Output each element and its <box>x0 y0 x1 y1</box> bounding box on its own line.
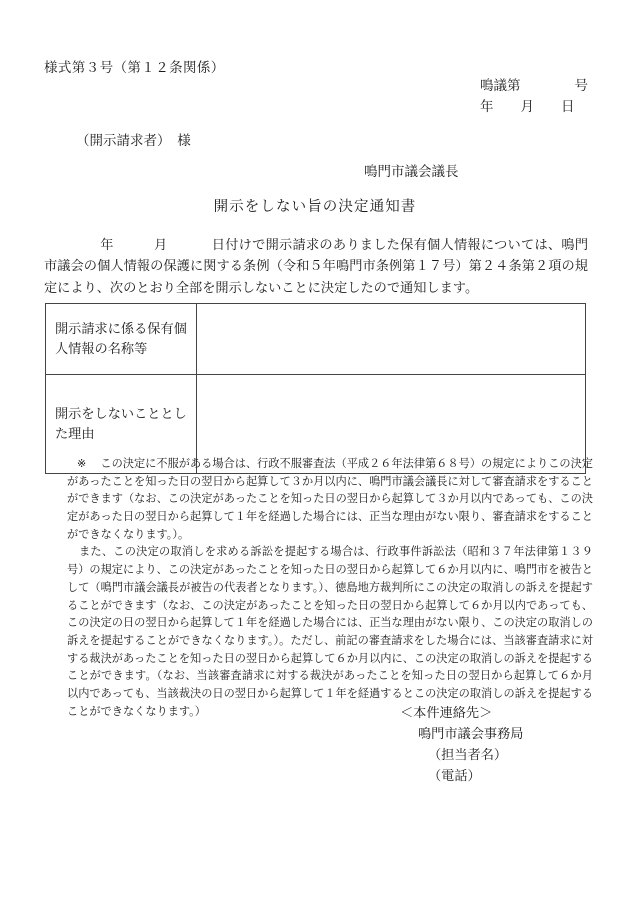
table-row-label: 開示をしないこととした理由 <box>46 375 197 474</box>
note-paragraph-1-text: この決定に不服がある場合は、行政不服審査法（平成２６年法律第６８号）の規定によりこの決定があったことを知った日の翌日から起算して３か月以内に、鳴門市議会議長に対して審査請求をすることができます（なお、この決定があったことを知った日の翌日から起算して３か月以内であっても、この決定があった日の翌日から起算して１年を経過した場合には、正当な理由がない限り、審査請求をすることができなくなります。）。 <box>67 458 593 541</box>
contact-phone: （電話） <box>428 767 481 783</box>
note-paragraph-2 <box>45 544 593 721</box>
contact-heading: ＜本件連絡先＞ <box>400 705 493 720</box>
body-main-text: 日付けで開示請求のありました保有個人情報については、鳴門市議会の個人情報の保護に関する条例（令和５年鳴門市条例第１７号）第２４条第２項の規定により、次のとおり全部を開示しないことに決定したので通知します。 <box>44 237 589 295</box>
issuer-line: 鳴門市議会議長 <box>364 164 459 179</box>
body-month-label: 月 <box>153 237 168 252</box>
contact-office: 鳴門市議会事務局 <box>418 725 524 741</box>
document-number-line: 鳴議第 号 <box>480 78 588 93</box>
contact-block <box>400 703 524 786</box>
document-number-block <box>480 76 588 118</box>
document-title: 開示をしない旨の決定通知書 <box>213 199 417 215</box>
table-row-label: 開示請求に係る保有個人情報の名称等 <box>46 304 197 375</box>
notes-section <box>45 456 593 721</box>
table-row-value[interactable] <box>197 304 586 375</box>
note-marker-symbol: ※ <box>77 458 87 470</box>
document-date-line: 年 月 日 <box>480 98 575 114</box>
addressee-line: （開示請求者） 様 <box>76 133 191 148</box>
contact-person: （担当者名） <box>428 746 508 762</box>
body-paragraph <box>44 234 588 298</box>
disclosure-info-table <box>45 303 586 474</box>
note-paragraph-2-text: また、この決定の取消しを求める訴訟を提起する場合は、行政事件訴訟法（昭和３７年法律第１３９号）の規定により、この決定があったことを知った日の翌日から起算して６か月以内に、鳴門市を被告として（鳴門市議会議長が被告の代表者となります。）、徳島地方裁判所にこの決定の取消しの訴えを提起することができます（なお、この決定があったことを知った日の翌日から起算して６か月以内であっても、この決定の日の翌日から起算して１年を経過した場合には、正当な理由がない限り、この決定の取消しの訴えを提起することができなくなります。）。ただし、前記の審査請求をした場合には、当該審査請求に対する裁決があったことを知った日の翌日から起算して６か月以内に、この決定の取消しの訴えを提起することができます。（なお、当該審査請求に対する裁決があったことを知った日の翌日から起算して６か月以内であっても、当該裁決の日の翌日から起算して１年を経過するとこの決定の取消しの訴えを提起することができなくなります。） <box>67 546 593 718</box>
body-year-label: 年 <box>100 237 114 252</box>
form-number: 様式第３号（第１２条関係） <box>44 60 225 75</box>
note-paragraph-1 <box>45 456 593 544</box>
table-row <box>46 304 586 375</box>
